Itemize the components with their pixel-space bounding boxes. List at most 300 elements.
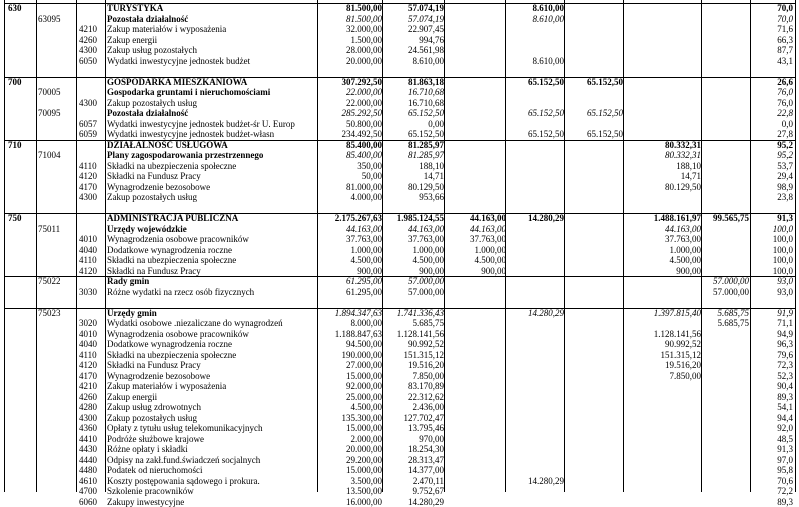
procent-cell: 70,6 bbox=[752, 476, 793, 487]
inwest-cell: 65.152,50 bbox=[506, 77, 564, 88]
table-row bbox=[0, 182, 799, 193]
paragraf-cell: 4300 bbox=[79, 98, 105, 109]
column-divider bbox=[317, 0, 318, 492]
dotacje-cell: 5.685,75 bbox=[702, 318, 749, 329]
description-cell: Zakup usług zdrowotnych bbox=[107, 402, 317, 413]
plan-cell: 37.763,00 bbox=[318, 234, 382, 245]
wykonanie-cell: 81.285,97 bbox=[383, 150, 444, 161]
table-row bbox=[0, 108, 799, 119]
paragraf-cell: 4440 bbox=[79, 455, 105, 466]
rozdzial-cell: 71004 bbox=[38, 150, 72, 161]
table-row bbox=[0, 45, 799, 56]
paragraf-cell: 4700 bbox=[79, 486, 105, 497]
procent-cell: 91,9 bbox=[752, 308, 793, 319]
row-divider bbox=[4, 276, 795, 277]
description-cell: Zakup pozostałych usług bbox=[107, 98, 317, 109]
plan-cell: 81.500,00 bbox=[318, 14, 382, 25]
description-cell: Gospodarka gruntami i nieruchomościami bbox=[107, 87, 317, 98]
wykonanie-cell: 57.000,00 bbox=[383, 276, 444, 287]
row-divider bbox=[4, 140, 795, 141]
description-cell: Zakup materiałów i wyposażenia bbox=[107, 381, 317, 392]
paragraf-cell: 4110 bbox=[79, 161, 105, 172]
wykonanie-cell: 22.907,45 bbox=[383, 24, 444, 35]
procent-cell: 97,0 bbox=[752, 455, 793, 466]
description-cell: Składki na Fundusz Pracy bbox=[107, 171, 317, 182]
plan-cell: 29.200,00 bbox=[318, 455, 382, 466]
procent-cell: 76,0 bbox=[752, 98, 793, 109]
table-row bbox=[0, 24, 799, 35]
plan-cell: 32.000,00 bbox=[318, 24, 382, 35]
plan-cell: 50.800,00 bbox=[318, 119, 382, 130]
zlecone-plan-cell: 4.500,00 bbox=[445, 255, 506, 266]
description-cell: Opłaty z tytułu usług telekomunikacyjnych bbox=[107, 423, 317, 434]
wykonanie-cell: 24.561,98 bbox=[383, 45, 444, 56]
paragraf-cell: 4040 bbox=[79, 339, 105, 350]
plan-cell: 1.188.847,63 bbox=[318, 329, 382, 340]
paragraf-cell: 3030 bbox=[79, 287, 105, 298]
inwest-cell: 14.280,29 bbox=[506, 476, 564, 487]
table-row bbox=[0, 3, 799, 14]
column-divider bbox=[623, 0, 624, 492]
paragraf-cell: 4010 bbox=[79, 329, 105, 340]
inwest-ue-cell: 65.152,50 bbox=[565, 129, 623, 140]
zlecone-plan-cell: 37.763,00 bbox=[445, 234, 506, 245]
wykonanie-cell: 37.763,00 bbox=[383, 234, 444, 245]
description-cell: Pozostała działalność bbox=[107, 108, 317, 119]
table-row bbox=[0, 140, 799, 151]
rozdzial-cell: 63095 bbox=[38, 14, 72, 25]
procent-cell: 93,0 bbox=[752, 287, 793, 298]
description-cell: Pozostała działalność bbox=[107, 14, 317, 25]
paragraf-cell: 4280 bbox=[79, 402, 105, 413]
wykonanie-cell: 994,76 bbox=[383, 35, 444, 46]
plan-cell: 190.000,00 bbox=[318, 350, 382, 361]
wykonanie-cell: 57.000,00 bbox=[383, 287, 444, 298]
table-row bbox=[0, 245, 799, 256]
plan-cell: 20.000,00 bbox=[318, 56, 382, 67]
plan-cell: 22.000,00 bbox=[318, 98, 382, 109]
description-cell: Zakupy inwestycyjne bbox=[107, 497, 317, 507]
procent-cell: 70,0 bbox=[752, 14, 793, 25]
plan-cell: 1.500,00 bbox=[318, 35, 382, 46]
wykonanie-cell: 14.280,29 bbox=[383, 497, 444, 507]
plan-cell: 15.000,00 bbox=[318, 371, 382, 382]
description-cell: Wynagrodzenia osobowe pracowników bbox=[107, 234, 317, 245]
plan-cell: 92.000,00 bbox=[318, 381, 382, 392]
procent-cell: 53,7 bbox=[752, 161, 793, 172]
row-divider bbox=[4, 308, 795, 309]
rozdzial-cell: 75011 bbox=[38, 224, 72, 235]
plan-cell: 81.500,00 bbox=[318, 3, 382, 14]
table-row bbox=[0, 486, 799, 497]
column-divider bbox=[382, 0, 383, 492]
row-divider bbox=[4, 77, 795, 78]
procent-cell: 70,0 bbox=[752, 3, 793, 14]
table-row bbox=[0, 35, 799, 46]
zlecone-plan-cell: 44.163,00 bbox=[445, 224, 506, 235]
wykonanie-cell: 5.685,75 bbox=[383, 318, 444, 329]
description-cell: Wynagrodzenia osobowe pracowników bbox=[107, 329, 317, 340]
procent-cell: 89,3 bbox=[752, 392, 793, 403]
description-cell: Składki na Fundusz Pracy bbox=[107, 360, 317, 371]
table-row bbox=[0, 339, 799, 350]
zlecone-plan-cell: 44.163,00 bbox=[445, 213, 506, 224]
row-divider bbox=[4, 3, 795, 4]
dotacje-cell: 99.565,75 bbox=[702, 213, 749, 224]
wykonanie-cell: 57.074,19 bbox=[383, 14, 444, 25]
wynagrodzenia-cell: 44.163,00 bbox=[624, 224, 701, 235]
table-row bbox=[0, 77, 799, 88]
paragraf-cell: 4120 bbox=[79, 266, 105, 277]
procent-cell: 52,3 bbox=[752, 371, 793, 382]
procent-cell: 93,0 bbox=[752, 276, 793, 287]
wynagrodzenia-cell: 7.850,00 bbox=[624, 371, 701, 382]
plan-cell: 15.000,00 bbox=[318, 465, 382, 476]
plan-cell: 234.492,50 bbox=[318, 129, 382, 140]
plan-cell: 25.000,00 bbox=[318, 392, 382, 403]
procent-cell: 23,8 bbox=[752, 192, 793, 203]
plan-cell: 1.000,00 bbox=[318, 245, 382, 256]
wynagrodzenia-cell: 4.500,00 bbox=[624, 255, 701, 266]
table-row bbox=[0, 129, 799, 140]
table-row bbox=[0, 329, 799, 340]
description-cell: Zakup energii bbox=[107, 35, 317, 46]
procent-cell: 22,8 bbox=[752, 108, 793, 119]
procent-cell: 100,0 bbox=[752, 266, 793, 277]
table-row bbox=[0, 360, 799, 371]
procent-cell: 91,3 bbox=[752, 444, 793, 455]
description-cell: Różne opłaty i składki bbox=[107, 444, 317, 455]
paragraf-cell: 4430 bbox=[79, 444, 105, 455]
table-row bbox=[0, 66, 799, 77]
wynagrodzenia-cell: 900,00 bbox=[624, 266, 701, 277]
procent-cell: 91,3 bbox=[752, 213, 793, 224]
table-row bbox=[0, 119, 799, 130]
wykonanie-cell: 900,00 bbox=[383, 266, 444, 277]
procent-cell: 95,2 bbox=[752, 140, 793, 151]
table-row bbox=[0, 98, 799, 109]
plan-cell: 61.295,00 bbox=[318, 276, 382, 287]
wynagrodzenia-cell: 80.129,50 bbox=[624, 182, 701, 193]
table-row bbox=[0, 234, 799, 245]
table-row bbox=[0, 423, 799, 434]
wykonanie-cell: 90.992,52 bbox=[383, 339, 444, 350]
wykonanie-cell: 81.863,18 bbox=[383, 77, 444, 88]
table-row bbox=[0, 150, 799, 161]
description-cell: Różne wydatki na rzecz osób fizycznych bbox=[107, 287, 317, 298]
description-cell: GOSPODARKA MIESZKANIOWA bbox=[107, 77, 317, 88]
table-row bbox=[0, 203, 799, 214]
table-row bbox=[0, 413, 799, 424]
description-cell: Zakup energii bbox=[107, 392, 317, 403]
wykonanie-cell: 1.741.336,43 bbox=[383, 308, 444, 319]
paragraf-cell: 4010 bbox=[79, 234, 105, 245]
plan-cell: 2.000,00 bbox=[318, 434, 382, 445]
column-divider bbox=[564, 0, 565, 492]
table-row bbox=[0, 171, 799, 182]
inwest-cell: 8.610,00 bbox=[506, 3, 564, 14]
description-cell: Odpisy na zakł.fund.świadczeń socjalnych bbox=[107, 455, 317, 466]
wykonanie-cell: 44.163,00 bbox=[383, 224, 444, 235]
paragraf-cell: 3020 bbox=[79, 318, 105, 329]
wykonanie-cell: 80.129,50 bbox=[383, 182, 444, 193]
procent-cell: 79,6 bbox=[752, 350, 793, 361]
table-row bbox=[0, 56, 799, 67]
procent-cell: 54,1 bbox=[752, 402, 793, 413]
paragraf-cell: 6060 bbox=[79, 497, 105, 507]
table-row bbox=[0, 381, 799, 392]
description-cell: Urzędy wojewódzkie bbox=[107, 224, 317, 235]
paragraf-cell: 4120 bbox=[79, 171, 105, 182]
plan-cell: 350,00 bbox=[318, 161, 382, 172]
table-row bbox=[0, 371, 799, 382]
inwest-cell: 65.152,50 bbox=[506, 108, 564, 119]
wynagrodzenia-cell: 80.332,31 bbox=[624, 150, 701, 161]
paragraf-cell: 4300 bbox=[79, 413, 105, 424]
plan-cell: 85.400,00 bbox=[318, 140, 382, 151]
plan-cell: 4.500,00 bbox=[318, 255, 382, 266]
procent-cell: 100,0 bbox=[752, 224, 793, 235]
wynagrodzenia-cell: 1.000,00 bbox=[624, 245, 701, 256]
table-row bbox=[0, 297, 799, 308]
dzial-cell: 630 bbox=[8, 3, 34, 14]
wynagrodzenia-cell: 90.992,52 bbox=[624, 339, 701, 350]
wykonanie-cell: 65.152,50 bbox=[383, 108, 444, 119]
description-cell: Zakup usług pozostałych bbox=[107, 45, 317, 56]
column-divider bbox=[701, 0, 702, 492]
wykonanie-cell: 81.285,97 bbox=[383, 140, 444, 151]
procent-cell: 94,4 bbox=[752, 413, 793, 424]
description-cell: Koszty postępowania sądowego i prokura. bbox=[107, 476, 317, 487]
table-row bbox=[0, 14, 799, 25]
column-divider bbox=[795, 0, 796, 492]
dotacje-cell: 57.000,00 bbox=[702, 276, 749, 287]
paragraf-cell: 4410 bbox=[79, 434, 105, 445]
wykonanie-cell: 13.795,46 bbox=[383, 423, 444, 434]
rozdzial-cell: 75023 bbox=[38, 308, 72, 319]
paragraf-cell: 4260 bbox=[79, 392, 105, 403]
description-cell: Podatek od nieruchomości bbox=[107, 465, 317, 476]
inwest-cell: 8.610,00 bbox=[506, 56, 564, 67]
procent-cell: 92,0 bbox=[752, 423, 793, 434]
column-divider bbox=[505, 0, 506, 492]
rozdzial-cell: 70005 bbox=[38, 87, 72, 98]
procent-cell: 71,6 bbox=[752, 24, 793, 35]
wykonanie-cell: 83.170,89 bbox=[383, 381, 444, 392]
procent-cell: 72,3 bbox=[752, 360, 793, 371]
paragraf-cell: 4110 bbox=[79, 350, 105, 361]
description-cell: Składki na ubezpieczenia społeczne bbox=[107, 161, 317, 172]
table-row bbox=[0, 192, 799, 203]
plan-cell: 27.000,00 bbox=[318, 360, 382, 371]
wykonanie-cell: 9.752,67 bbox=[383, 486, 444, 497]
paragraf-cell: 4610 bbox=[79, 476, 105, 487]
plan-cell: 28.000,00 bbox=[318, 45, 382, 56]
table-row bbox=[0, 255, 799, 266]
paragraf-cell: 4300 bbox=[79, 192, 105, 203]
table-row bbox=[0, 161, 799, 172]
procent-cell: 72,2 bbox=[752, 486, 793, 497]
rozdzial-cell: 75022 bbox=[38, 276, 72, 287]
wykonanie-cell: 22.312,62 bbox=[383, 392, 444, 403]
table-row bbox=[0, 465, 799, 476]
wynagrodzenia-cell: 80.332,31 bbox=[624, 140, 701, 151]
plan-cell: 8.000,00 bbox=[318, 318, 382, 329]
procent-cell: 27,8 bbox=[752, 129, 793, 140]
plan-cell: 1.894.347,63 bbox=[318, 308, 382, 319]
inwest-ue-cell: 65.152,50 bbox=[565, 108, 623, 119]
table-row bbox=[0, 287, 799, 298]
description-cell: Rady gmin bbox=[107, 276, 317, 287]
description-cell: ADMINISTRACJA PUBLICZNA bbox=[107, 213, 317, 224]
table-row bbox=[0, 444, 799, 455]
description-cell: Składki na ubezpieczenia społeczne bbox=[107, 255, 317, 266]
zlecone-plan-cell: 900,00 bbox=[445, 266, 506, 277]
paragraf-cell: 4300 bbox=[79, 45, 105, 56]
wykonanie-cell: 19.516,20 bbox=[383, 360, 444, 371]
paragraf-cell: 4260 bbox=[79, 35, 105, 46]
wykonanie-cell: 1.128.141,56 bbox=[383, 329, 444, 340]
description-cell: Składki na ubezpieczenia społeczne bbox=[107, 350, 317, 361]
rozdzial-cell: 70095 bbox=[38, 108, 72, 119]
procent-cell: 90,4 bbox=[752, 381, 793, 392]
plan-cell: 15.000,00 bbox=[318, 423, 382, 434]
procent-cell: 100,0 bbox=[752, 245, 793, 256]
column-divider bbox=[36, 0, 37, 492]
paragraf-cell: 4210 bbox=[79, 24, 105, 35]
wykonanie-cell: 188,10 bbox=[383, 161, 444, 172]
procent-cell: 87,7 bbox=[752, 45, 793, 56]
table-row bbox=[0, 455, 799, 466]
wykonanie-cell: 18.254,30 bbox=[383, 444, 444, 455]
plan-cell: 900,00 bbox=[318, 266, 382, 277]
wykonanie-cell: 2.436,00 bbox=[383, 402, 444, 413]
paragraf-cell: 4120 bbox=[79, 360, 105, 371]
wynagrodzenia-cell: 1.397.815,40 bbox=[624, 308, 701, 319]
plan-cell: 94.500,00 bbox=[318, 339, 382, 350]
paragraf-cell: 4170 bbox=[79, 371, 105, 382]
procent-cell: 98,9 bbox=[752, 182, 793, 193]
table-row bbox=[0, 392, 799, 403]
description-cell: Zakup materiałów i wyposażenia bbox=[107, 24, 317, 35]
description-cell: Wydatki inwestycyjne jednostek budżet-własn bbox=[107, 129, 317, 140]
plan-cell: 13.500,00 bbox=[318, 486, 382, 497]
description-cell: Szkolenie pracowników bbox=[107, 486, 317, 497]
wykonanie-cell: 57.074,19 bbox=[383, 3, 444, 14]
wykonanie-cell: 1.985.124,55 bbox=[383, 213, 444, 224]
wykonanie-cell: 953,66 bbox=[383, 192, 444, 203]
procent-cell: 71,1 bbox=[752, 318, 793, 329]
paragraf-cell: 4110 bbox=[79, 255, 105, 266]
column-divider bbox=[444, 0, 445, 492]
dzial-cell: 700 bbox=[8, 77, 34, 88]
description-cell: Dodatkowe wynagrodzenia roczne bbox=[107, 339, 317, 350]
description-cell: Zakup pozostałych usług bbox=[107, 413, 317, 424]
wykonanie-cell: 28.313,47 bbox=[383, 455, 444, 466]
procent-cell: 95,8 bbox=[752, 465, 793, 476]
procent-cell: 100,0 bbox=[752, 234, 793, 245]
procent-cell: 26,6 bbox=[752, 77, 793, 88]
wykonanie-cell: 14.377,00 bbox=[383, 465, 444, 476]
table-row bbox=[0, 266, 799, 277]
plan-cell: 20.000,00 bbox=[318, 444, 382, 455]
procent-cell: 96,3 bbox=[752, 339, 793, 350]
row-divider bbox=[4, 213, 795, 214]
dzial-cell: 710 bbox=[8, 140, 34, 151]
inwest-cell: 14.280,29 bbox=[506, 308, 564, 319]
paragraf-cell: 4480 bbox=[79, 465, 105, 476]
procent-cell: 100,0 bbox=[752, 255, 793, 266]
dzial-cell: 750 bbox=[8, 213, 34, 224]
paragraf-cell: 4170 bbox=[79, 182, 105, 193]
paragraf-cell: 4040 bbox=[79, 245, 105, 256]
table-row bbox=[0, 402, 799, 413]
inwest-ue-cell: 65.152,50 bbox=[565, 77, 623, 88]
inwest-cell: 8.610,00 bbox=[506, 14, 564, 25]
wykonanie-cell: 151.315,12 bbox=[383, 350, 444, 361]
procent-cell: 95,2 bbox=[752, 150, 793, 161]
wykonanie-cell: 2.470,11 bbox=[383, 476, 444, 487]
procent-cell: 0,0 bbox=[752, 119, 793, 130]
table-row bbox=[0, 497, 799, 507]
plan-cell: 81.000,00 bbox=[318, 182, 382, 193]
wykonanie-cell: 127.702,47 bbox=[383, 413, 444, 424]
table-row bbox=[0, 224, 799, 235]
paragraf-cell: 6059 bbox=[79, 129, 105, 140]
wykonanie-cell: 8.610,00 bbox=[383, 56, 444, 67]
procent-cell: 89,3 bbox=[752, 497, 793, 507]
description-cell: Składki na Fundusz Pracy bbox=[107, 266, 317, 277]
plan-cell: 50,00 bbox=[318, 171, 382, 182]
table-row bbox=[0, 276, 799, 287]
description-cell: Zakup pozostałych usług bbox=[107, 192, 317, 203]
wynagrodzenia-cell: 1.128.141,56 bbox=[624, 329, 701, 340]
description-cell: Dodatkowe wynagrodzenia roczne bbox=[107, 245, 317, 256]
inwest-cell: 14.280,29 bbox=[506, 213, 564, 224]
wykonanie-cell: 14,71 bbox=[383, 171, 444, 182]
description-cell: Wynagrodzenie bezosobowe bbox=[107, 371, 317, 382]
plan-cell: 4.500,00 bbox=[318, 402, 382, 413]
plan-cell: 4.000,00 bbox=[318, 192, 382, 203]
column-divider bbox=[105, 0, 106, 492]
description-cell: Wydatki osobowe .niezaliczane do wynagrodzeń bbox=[107, 318, 317, 329]
plan-cell: 307.292,50 bbox=[318, 77, 382, 88]
procent-cell: 29,4 bbox=[752, 171, 793, 182]
wynagrodzenia-cell: 188,10 bbox=[624, 161, 701, 172]
plan-cell: 16.000,00 bbox=[318, 497, 382, 507]
wykonanie-cell: 970,00 bbox=[383, 434, 444, 445]
wykonanie-cell: 4.500,00 bbox=[383, 255, 444, 266]
procent-cell: 76,0 bbox=[752, 87, 793, 98]
procent-cell: 66,3 bbox=[752, 35, 793, 46]
wykonanie-cell: 0,00 bbox=[383, 119, 444, 130]
paragraf-cell: 4360 bbox=[79, 423, 105, 434]
column-divider bbox=[76, 0, 77, 492]
description-cell: TURYSTYKA bbox=[107, 3, 317, 14]
plan-cell: 85.400,00 bbox=[318, 150, 382, 161]
table-row bbox=[0, 476, 799, 487]
plan-cell: 2.175.267,63 bbox=[318, 213, 382, 224]
table-row bbox=[0, 308, 799, 319]
procent-cell: 94,9 bbox=[752, 329, 793, 340]
description-cell: Urzędy gmin bbox=[107, 308, 317, 319]
wykonanie-cell: 7.850,00 bbox=[383, 371, 444, 382]
column-divider bbox=[4, 0, 5, 492]
paragraf-cell: 4210 bbox=[79, 381, 105, 392]
wynagrodzenia-cell: 19.516,20 bbox=[624, 360, 701, 371]
zlecone-plan-cell: 1.000,00 bbox=[445, 245, 506, 256]
paragraf-cell: 6050 bbox=[79, 56, 105, 67]
